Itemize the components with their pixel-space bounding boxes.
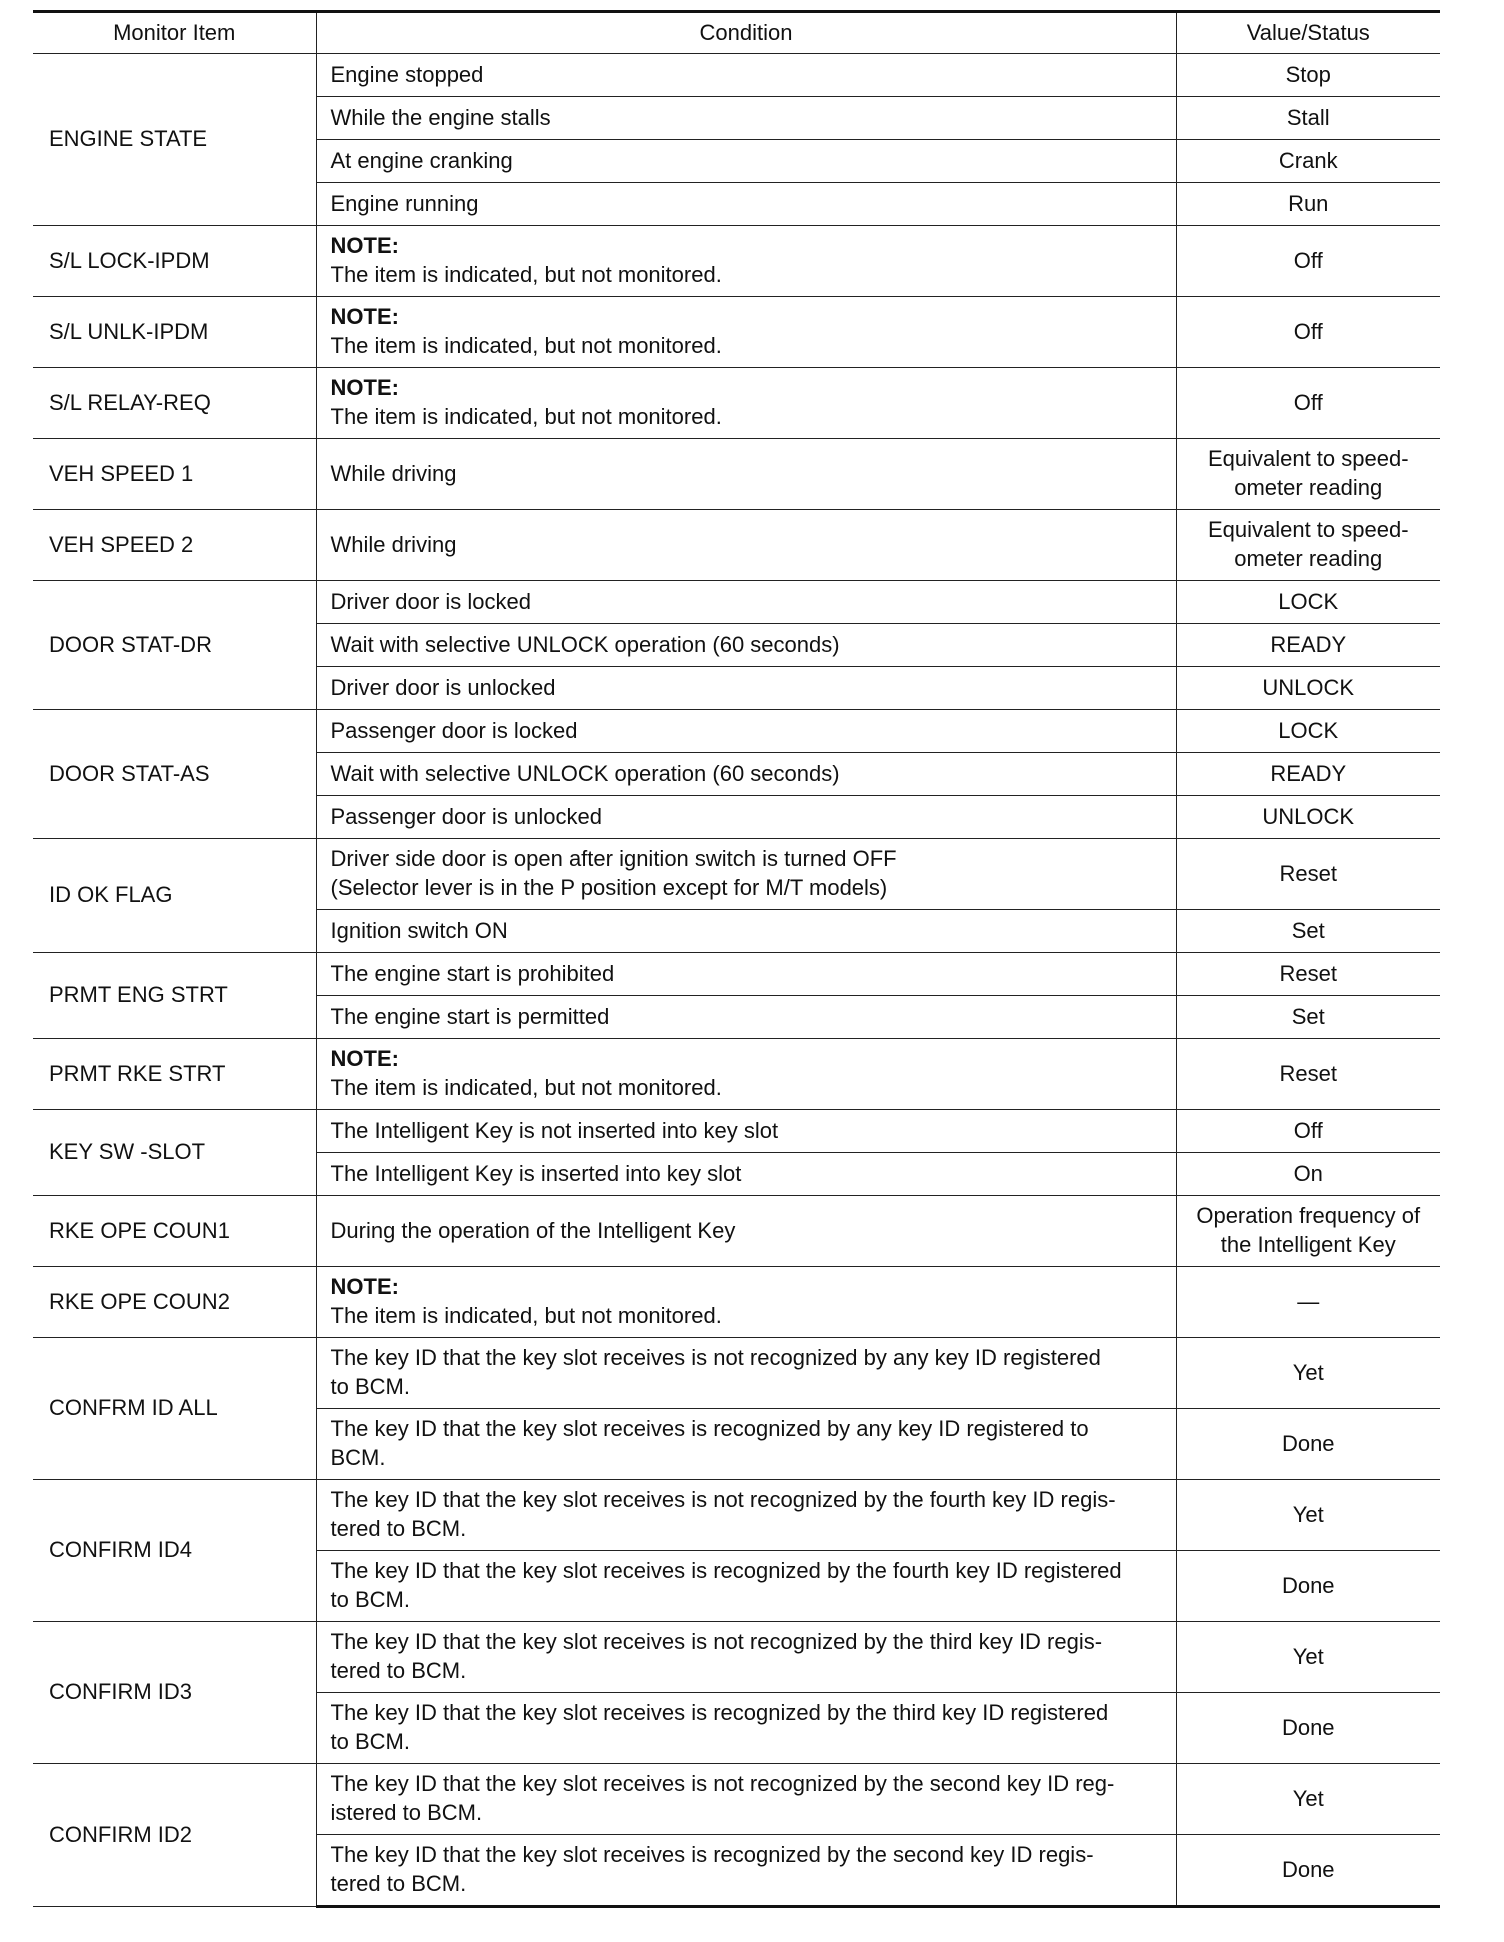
condition-text: The engine start is prohibited: [330, 960, 615, 986]
header-monitor-item: Monitor Item: [33, 12, 316, 54]
table-row: [33, 1110, 1440, 1153]
note-label: NOTE:: [330, 1046, 399, 1072]
table-row: [33, 710, 1440, 753]
value-status-cell: Done: [1176, 1693, 1440, 1764]
value-status-cell: Equivalent to speed- ometer reading: [1176, 510, 1440, 581]
value-status-cell: Done: [1176, 1551, 1440, 1622]
condition-cell: [316, 1409, 1176, 1480]
note-label: NOTE:: [330, 233, 399, 259]
table-row: [33, 54, 1440, 97]
document-page: [33, 10, 1440, 1908]
value-status-cell: Set: [1176, 910, 1440, 953]
monitor-table: [33, 10, 1440, 1908]
condition-cell: [316, 953, 1176, 996]
value-status-cell: Operation frequency of the Intelligent Key: [1176, 1196, 1440, 1267]
condition-text: Engine running: [330, 190, 479, 216]
value-status-cell: —: [1176, 1267, 1440, 1338]
table-header: [33, 12, 1440, 54]
condition-text: While driving: [330, 460, 457, 486]
condition-text: The key ID that the key slot receives is not recognized by any key ID registered to BCM.: [330, 1345, 1101, 1399]
value-status-cell: Set: [1176, 996, 1440, 1039]
condition-text: Passenger door is locked: [330, 717, 578, 743]
table-row: [33, 1196, 1440, 1267]
condition-cell: [316, 624, 1176, 667]
value-status-cell: Off: [1176, 226, 1440, 297]
condition-cell: [316, 1551, 1176, 1622]
monitor-item-cell: VEH SPEED 1: [33, 439, 316, 510]
value-status-cell: Reset: [1176, 839, 1440, 910]
condition-text: The engine start is permitted: [330, 1003, 610, 1029]
condition-text: The Intelligent Key is inserted into key slot: [330, 1160, 742, 1186]
condition-cell: [316, 54, 1176, 97]
condition-cell: [316, 97, 1176, 140]
condition-cell: [316, 1267, 1176, 1338]
note-label: NOTE:: [330, 375, 399, 401]
monitor-item-cell: S/L UNLK-IPDM: [33, 297, 316, 368]
header-condition: Condition: [316, 12, 1176, 54]
value-status-cell: Yet: [1176, 1338, 1440, 1409]
condition-cell: [316, 439, 1176, 510]
value-status-cell: UNLOCK: [1176, 667, 1440, 710]
monitor-item-cell: S/L LOCK-IPDM: [33, 226, 316, 297]
monitor-item-cell: KEY SW -SLOT: [33, 1110, 316, 1196]
condition-cell: [316, 140, 1176, 183]
condition-text: The key ID that the key slot receives is not recognized by the fourth key ID regis- tered to BCM.: [330, 1487, 1116, 1541]
condition-text: While the engine stalls: [330, 104, 551, 130]
condition-cell: [316, 1153, 1176, 1196]
table-row: [33, 297, 1440, 368]
value-status-cell: Yet: [1176, 1480, 1440, 1551]
monitor-item-cell: CONFIRM ID2: [33, 1764, 316, 1907]
value-status-cell: Crank: [1176, 140, 1440, 183]
condition-text: The key ID that the key slot receives is recognized by the third key ID registered to BCM.: [330, 1700, 1109, 1754]
value-status-cell: Stop: [1176, 54, 1440, 97]
value-status-cell: Done: [1176, 1409, 1440, 1480]
condition-text: Ignition switch ON: [330, 917, 508, 943]
header-value-status: Value/Status: [1176, 12, 1440, 54]
condition-cell: [316, 667, 1176, 710]
condition-cell: [316, 1693, 1176, 1764]
value-status-cell: Off: [1176, 368, 1440, 439]
value-status-cell: UNLOCK: [1176, 796, 1440, 839]
condition-text: The key ID that the key slot receives is recognized by the fourth key ID registered to BCM.: [330, 1558, 1122, 1612]
condition-cell: [316, 1622, 1176, 1693]
condition-text: Driver door is unlocked: [330, 674, 556, 700]
condition-text: During the operation of the Intelligent Key: [330, 1217, 736, 1243]
condition-cell: [316, 996, 1176, 1039]
condition-cell: [316, 226, 1176, 297]
condition-text: While driving: [330, 531, 457, 557]
condition-text: Driver door is locked: [330, 588, 532, 614]
condition-text: The item is indicated, but not monitored.: [330, 262, 722, 287]
table-row: [33, 368, 1440, 439]
condition-text: The item is indicated, but not monitored.: [330, 333, 722, 358]
table-row: [33, 1267, 1440, 1338]
condition-cell: [316, 753, 1176, 796]
table-row: [33, 1039, 1440, 1110]
value-status-cell: Off: [1176, 1110, 1440, 1153]
condition-text: Wait with selective UNLOCK operation (60 seconds): [330, 760, 840, 786]
monitor-item-cell: PRMT ENG STRT: [33, 953, 316, 1039]
condition-text: The item is indicated, but not monitored.: [330, 404, 722, 429]
condition-text: The key ID that the key slot receives is recognized by the second key ID regis- tered to BCM.: [330, 1842, 1094, 1896]
value-status-cell: On: [1176, 1153, 1440, 1196]
note-label: NOTE:: [330, 304, 399, 330]
condition-cell: [316, 297, 1176, 368]
table-row: [33, 226, 1440, 297]
monitor-item-cell: CONFIRM ID4: [33, 1480, 316, 1622]
monitor-item-cell: RKE OPE COUN2: [33, 1267, 316, 1338]
table-row: [33, 1338, 1440, 1409]
value-status-cell: Reset: [1176, 1039, 1440, 1110]
table-row: [33, 1764, 1440, 1835]
condition-cell: [316, 1110, 1176, 1153]
condition-cell: [316, 1039, 1176, 1110]
monitor-item-cell: RKE OPE COUN1: [33, 1196, 316, 1267]
condition-cell: [316, 183, 1176, 226]
monitor-item-cell: PRMT RKE STRT: [33, 1039, 316, 1110]
condition-cell: [316, 581, 1176, 624]
condition-cell: [316, 910, 1176, 953]
value-status-cell: Yet: [1176, 1622, 1440, 1693]
table-row: [33, 953, 1440, 996]
value-status-cell: Reset: [1176, 953, 1440, 996]
condition-cell: [316, 1764, 1176, 1835]
condition-cell: [316, 796, 1176, 839]
value-status-cell: LOCK: [1176, 710, 1440, 753]
table-body: [33, 54, 1440, 1907]
condition-cell: [316, 839, 1176, 910]
condition-cell: [316, 1480, 1176, 1551]
value-status-cell: Stall: [1176, 97, 1440, 140]
monitor-item-cell: S/L RELAY-REQ: [33, 368, 316, 439]
condition-text: The key ID that the key slot receives is recognized by any key ID registered to BCM.: [330, 1416, 1089, 1470]
monitor-item-cell: DOOR STAT-AS: [33, 710, 316, 839]
condition-text: The item is indicated, but not monitored.: [330, 1075, 722, 1100]
value-status-cell: Equivalent to speed- ometer reading: [1176, 439, 1440, 510]
table-row: [33, 1622, 1440, 1693]
condition-text: The key ID that the key slot receives is not recognized by the second key ID reg- istered to BCM.: [330, 1771, 1115, 1825]
table-row: [33, 439, 1440, 510]
table-row: [33, 510, 1440, 581]
condition-text: Passenger door is unlocked: [330, 803, 602, 829]
condition-text: The item is indicated, but not monitored.: [330, 1303, 722, 1328]
condition-cell: [316, 510, 1176, 581]
value-status-cell: LOCK: [1176, 581, 1440, 624]
value-status-cell: Off: [1176, 297, 1440, 368]
condition-cell: [316, 1196, 1176, 1267]
condition-text: Engine stopped: [330, 61, 484, 87]
condition-cell: [316, 1835, 1176, 1907]
condition-text: The key ID that the key slot receives is not recognized by the third key ID regis- tered to BCM.: [330, 1629, 1103, 1683]
table-row: [33, 839, 1440, 910]
condition-text: At engine cranking: [330, 147, 513, 173]
monitor-item-cell: VEH SPEED 2: [33, 510, 316, 581]
condition-cell: [316, 1338, 1176, 1409]
value-status-cell: READY: [1176, 753, 1440, 796]
condition-text: Wait with selective UNLOCK operation (60 seconds): [330, 631, 840, 657]
monitor-item-cell: ID OK FLAG: [33, 839, 316, 953]
table-row: [33, 581, 1440, 624]
value-status-cell: Done: [1176, 1835, 1440, 1907]
monitor-item-cell: ENGINE STATE: [33, 54, 316, 226]
condition-text: Driver side door is open after ignition switch is turned OFF (Selector lever is in the P position except for M/T models): [330, 846, 897, 900]
condition-cell: [316, 710, 1176, 753]
value-status-cell: READY: [1176, 624, 1440, 667]
note-label: NOTE:: [330, 1274, 399, 1300]
value-status-cell: Yet: [1176, 1764, 1440, 1835]
monitor-item-cell: CONFIRM ID3: [33, 1622, 316, 1764]
condition-text: The Intelligent Key is not inserted into key slot: [330, 1117, 779, 1143]
condition-cell: [316, 368, 1176, 439]
table-row: [33, 1480, 1440, 1551]
monitor-item-cell: DOOR STAT-DR: [33, 581, 316, 710]
monitor-item-cell: CONFRM ID ALL: [33, 1338, 316, 1480]
value-status-cell: Run: [1176, 183, 1440, 226]
